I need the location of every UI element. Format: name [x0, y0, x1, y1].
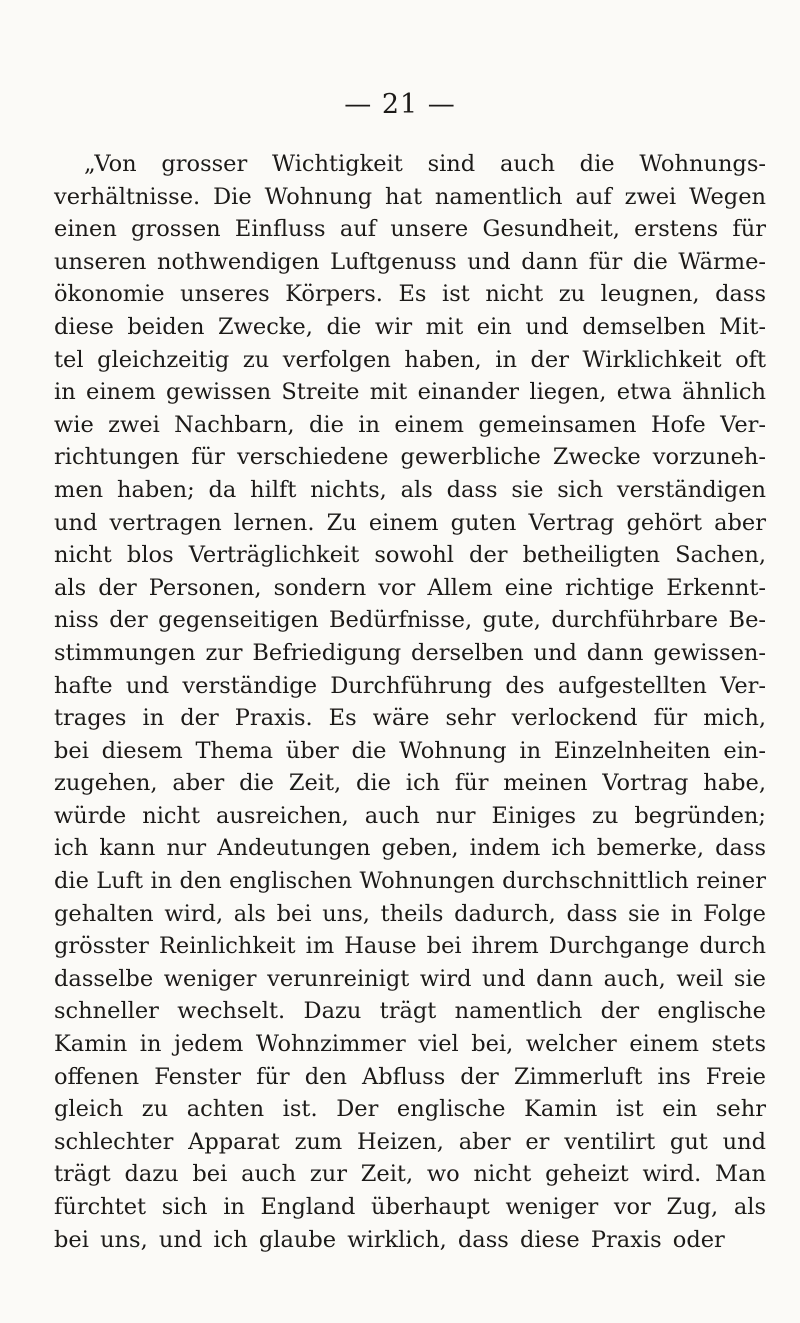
text-line: unseren nothwendigen Luftgenuss und dann für die Wärme-	[54, 248, 766, 275]
text-line: zugehen, aber die Zeit, die ich für meinen Vortrag habe,	[54, 770, 766, 797]
text-line: verhältnisse. Die Wohnung hat namentlich auf zwei Wegen	[54, 183, 766, 210]
text-line: ich kann nur Andeutungen geben, indem ich bemerke, dass	[54, 835, 766, 862]
text-line: men haben; da hilft nichts, als dass sie sich verständigen	[54, 476, 766, 503]
text-line: richtungen für verschiedene gewerbliche Zwecke vorzuneh-	[54, 444, 766, 471]
text-line: gehalten wird, als bei uns, theils dadurch, dass sie in Folge	[54, 900, 766, 927]
text-line: schlechter Apparat zum Heizen, aber er ventilirt gut und	[54, 1128, 766, 1155]
text-line: niss der gegenseitigen Bedürfnisse, gute, durchführbare Be-	[54, 607, 766, 634]
text-line: stimmungen zur Befriedigung derselben und dann gewissen-	[54, 639, 766, 666]
text-line: in einem gewissen Streite mit einander liegen, etwa ähnlich	[54, 379, 766, 406]
text-line: grösster Reinlichkeit im Hause bei ihrem Durchgange durch	[54, 933, 766, 960]
text-line: gleich zu achten ist. Der englische Kamin ist ein sehr	[54, 1096, 766, 1123]
text-line: bei uns, und ich glaube wirklich, dass diese Praxis oder	[54, 1226, 725, 1253]
text-line: bei diesem Thema über die Wohnung in Einzelnheiten ein-	[54, 737, 766, 764]
text-line: dasselbe weniger verunreinigt wird und dann auch, weil sie	[54, 965, 766, 992]
text-line: einen grossen Einfluss auf unsere Gesundheit, erstens für	[54, 216, 766, 243]
text-line: diese beiden Zwecke, die wir mit ein und demselben Mit-	[54, 313, 766, 340]
text-line: die Luft in den englischen Wohnungen durchschnittlich reiner	[54, 868, 766, 895]
text-line: schneller wechselt. Dazu trägt namentlich der englische	[54, 998, 766, 1025]
text-line: wie zwei Nachbarn, die in einem gemeinsamen Hofe Ver-	[54, 411, 766, 438]
body-text	[54, 148, 766, 1256]
text-line: „Von grosser Wichtigkeit sind auch die Wohnungs-	[84, 151, 766, 177]
text-line: und vertragen lernen. Zu einem guten Vertrag gehört aber	[54, 509, 766, 536]
text-line: ökonomie unseres Körpers. Es ist nicht zu leugnen, dass	[54, 281, 766, 308]
text-line: offenen Fenster für den Abfluss der Zimmerluft ins Freie	[54, 1063, 766, 1090]
text-line: trages in der Praxis. Es wäre sehr verlockend für mich,	[54, 705, 766, 732]
text-line: tel gleichzeitig zu verfolgen haben, in der Wirklichkeit oft	[54, 346, 766, 373]
text-line: Kamin in jedem Wohnzimmer viel bei, welcher einem stets	[54, 1031, 766, 1058]
text-line: würde nicht ausreichen, auch nur Einiges zu begründen;	[54, 802, 766, 829]
text-line: fürchtet sich in England überhaupt weniger vor Zug, als	[54, 1194, 766, 1220]
text-line: als der Personen, sondern vor Allem eine richtige Erkennt-	[54, 574, 766, 601]
page-number: — 21 —	[344, 89, 456, 120]
text-line: trägt dazu bei auch zur Zeit, wo nicht geheizt wird. Man	[54, 1161, 766, 1188]
text-line: hafte und verständige Durchführung des aufgestellten Ver-	[54, 672, 766, 699]
text-line: nicht blos Verträglichkeit sowohl der betheiligten Sachen,	[54, 542, 766, 569]
